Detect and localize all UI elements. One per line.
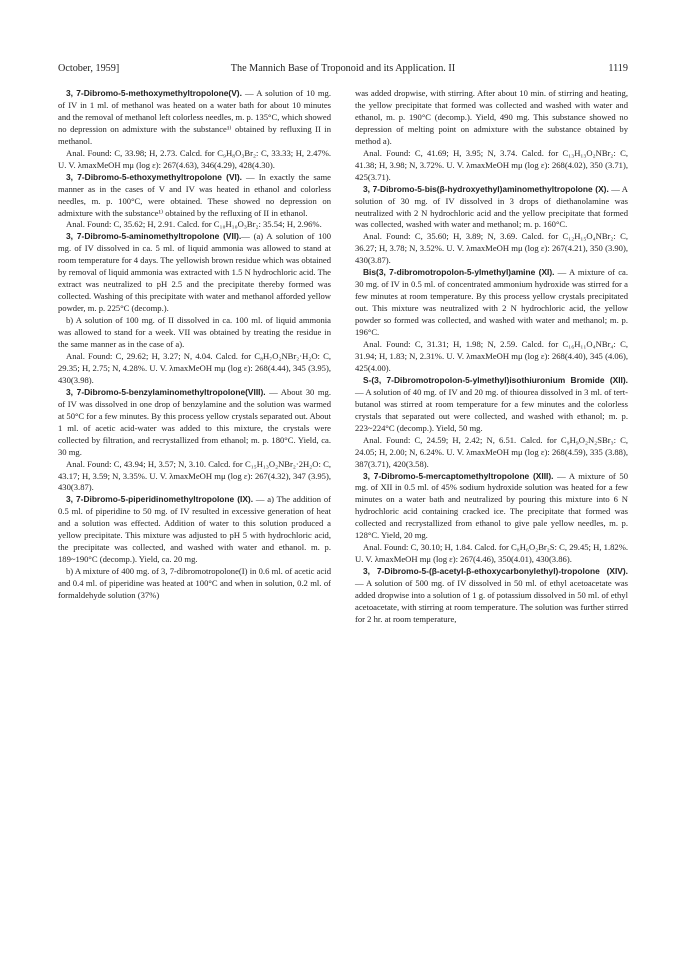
section-paragraph (355, 471, 628, 543)
paragraph-text: — A solution of 10 mg. of IV in 1 ml. of methanol was heated on a water bath for about 10 minutes and the removal of methanol left colorless needles, m. p. 135°C, which showed no depression on admixture with the substance¹⁾ obtained by refluxing II in methanol. (58, 88, 331, 146)
paragraph-text: Anal. Found: C, 33.98; H, 2.73. Calcd. for C₉H₈O₃Br₂: C, 33.33; H, 2.47%. U. V. λmaxMeOH mμ (log ε): 267(4.63), 346(4.29), 428(4.30). (58, 147, 331, 170)
paragraph-text: Anal. Found: C, 41.69; H, 3.95; N, 3.74. Calcd. for C₁₃H₁₃O₂NBr₂: C, 41.38; H, 3.98; N, 3.72%. U. V. λmaxMeOH mμ (log ε): 268(4.02), 350 (3.71), 425(3.71). (355, 147, 628, 182)
paragraph-text: Anal. Found: C, 35.60; H, 3.89; N, 3.69. Calcd. for C₁₂H₁₅O₄NBr₂: C, 36.27; H, 3.78; N, 3.52%. U. V. λmaxMeOH mμ (log ε): 267(4.21), 350 (3.90), 430(3.87). (355, 231, 628, 266)
left-column (58, 88, 331, 602)
section-paragraph (355, 267, 628, 339)
paragraph-text: Anal. Found: C, 31.31; H, 1.98; N, 2.59. Calcd. for C₁₆H₁₁O₄NBr₄: C, 31.94; H, 1.83; N, 2.31%. U. V. λmaxMeOH mμ (log ε): 268(4.40), 345 (4.06), 425(4.00). (355, 339, 628, 373)
paragraph-text: Anal. Found: C, 24.59; H, 2.42; N, 6.51. Calcd. for C₉H₉O₂N₂SBr₃: C, 24.05; H, 2.00; N, 6.24%. U. V. λmaxMeOH mμ (log ε): 268(4.59), 335 (3.88), 387(3.71), 420(3.58). (355, 434, 628, 469)
running-head-title: The Mannich Base of Troponoid and its Application. II (230, 63, 456, 74)
paragraph-text: — In exactly the same manner as in the cases of V and IV was heated in ethanol and colorless needles, m. p. 100°C, were obtained. These showed no depression on admixture with the substance¹⁾ obtained by the refluxing of II in ethanol. (58, 171, 331, 218)
compound-heading: 3, 7-Dibromo-5-ethoxymethyltropolone (VI). (66, 171, 242, 182)
paragraph-text: — About 30 mg. of IV was dissolved in one drop of benzylamine and the solution was warmed at 50°C for a few minutes. By this process yellow crystals separated out. About 1 ml. of acetic acid-water was added to this mixture, the crystals were collected by filtration, and recrystallized from ethanol; m. p. 180°C. Yield, ca. 30 mg. (58, 386, 331, 457)
paragraph-text: — A mixture of 50 mg. of XII in 0.5 ml. of 45% sodium hydroxide solution was heated for a few minutes on a water bath and neutralized by pouring this mixture into 6 N hydrochloric acid containing cracked ice. The precipitate that formed was collected and recrystallized from ethanol to give pale yellow needles, m. p. 128°C. Yield, 20 mg. (355, 470, 628, 541)
body-paragraph (355, 339, 628, 375)
body-paragraph (58, 351, 331, 387)
compound-heading: Bis(3, 7-dibromotropolon-5-ylmethyl)amine (XI). (363, 267, 555, 278)
paragraph-text: — (a) A solution of 100 mg. of IV dissolved in ca. 5 ml. of liquid ammonia was allowed to stand at room temperature for 4 days. The yellowish brown residue which was obtained by removal of liquid ammonia was extracted with 1.5 N hydrochloric acid. The extract was neutralized to pH 2.5 and the precipitate thereby formed was collected. Washing of this precipitate with water and methanol afforded yellow powder, m. p. 225°C (decomp.). (58, 231, 331, 314)
compound-heading: S-(3, 7-Dibromotropolon-5-ylmethyl)isothiuronium Bromide (XII). (363, 374, 628, 385)
paragraph-text: b) A solution of 100 mg. of II dissolved in ca. 100 ml. of liquid ammonia was allowed to stand for a week. VII was obtained by treating the residue in the same manner as in the case of a). (58, 315, 331, 350)
compound-heading: 3, 7-Dibromo-5-aminomethyltropolone (VII). (66, 231, 242, 242)
paragraph-text: b) A mixture of 400 mg. of 3, 7-dibromotropolone(I) in 0.6 ml. of acetic acid and 0.4 ml. of piperidine was heated at 100°C and when in solution, 0.2 ml. of formaldehyde solution (37%) (58, 566, 331, 601)
body-paragraph (355, 88, 628, 148)
section-paragraph (355, 184, 628, 232)
section-paragraph (355, 566, 628, 626)
page-number: 1119 (608, 63, 628, 74)
section-paragraph (58, 387, 331, 459)
paragraph-text: — A mixture of ca. 30 mg. of IV in 0.5 ml. of concentrated ammonium hydroxide was stirred for a few minutes at room temperature. By this process yellow crystals precipitated out. This mixture was neutralized with 2 N hydrochloric acid, the yellow powder so formed was collected, and washed with water and methanol; m. p. 196°C. (355, 267, 628, 338)
compound-heading: 3, 7-Dibromo-5-piperidinomethyltropolone (IX). (66, 494, 254, 505)
running-head-date: October, 1959] (58, 63, 120, 74)
body-paragraph (58, 566, 331, 602)
body-paragraph (58, 315, 331, 351)
right-column (355, 88, 628, 626)
paragraph-text: — a) The addition of 0.5 ml. of piperidine to 50 mg. of IV resulted in excessive generation of heat and a solution was effected. Addition of water to this solution produced a yellow precipitate. This mixture was adjusted to pH 5 with hydrochloric acid, the precipitate was collected, and washed with water and ethanol. m. p. 189~190°C (decomp.). Yield, ca. 20 mg. (58, 494, 331, 565)
compound-heading: 3, 7-Dibromo-5-(β-acetyl-β-ethoxycarbonylethyl)-tropolone (XIV). (363, 566, 628, 577)
compound-heading: 3, 7-Dibromo-5-benzylaminomethyltropolone(VIII). (66, 386, 266, 397)
running-head (58, 62, 628, 76)
body-paragraph (355, 542, 628, 566)
section-paragraph (58, 494, 331, 566)
body-paragraph (355, 231, 628, 267)
compound-heading: 3, 7-Dibromo-5-methoxymethyltropolone(V). (66, 88, 242, 98)
compound-heading: 3, 7-Dibromo-5-mercaptomethyltropolone (XIII). (363, 470, 554, 481)
section-paragraph (58, 88, 331, 148)
paragraph-text: was added dropwise, with stirring. After about 10 min. of stirring and heating, the yellow precipitate that formed was collected and washed with water and ethanol, m. p. 190°C (decomp.). Yield, 490 mg. This substance showed no depression of melting point on admixture with the substance obtained by method a). (355, 88, 628, 146)
paragraph-text: Anal. Found: C, 35.62; H, 2.91. Calcd. for C₁₀H₁₀O₃Br₂: 35.54; H, 2.96%. (66, 219, 322, 230)
body-paragraph (58, 148, 331, 172)
paragraph-text: — A solution of 500 mg. of IV dissolved in 50 ml. of ethyl acetoacetate was added dropwise into a solution of 1 g. of potassium dissolved in 50 ml. of ethyl acetoacetate, with stirring at room temperature. The solution was further stirred for 2 hr. at room temperature, (355, 578, 628, 624)
body-paragraph (355, 435, 628, 471)
paragraph-text: Anal. Found: C, 29.62; H, 3.27; N, 4.04. Calcd. for C₈H₇O₂NBr₂·H₂O: C, 29.35; H, 2.75; N, 4.28%. U. V. λmaxMeOH mμ (log ε): 268(4.44), 345 (3.95), 430(3.98). (58, 350, 331, 385)
paragraph-text: Anal. Found: C, 30.10; H, 1.84. Calcd. for C₈H₆O₂Br₂S: C, 29.45; H, 1.82%. U. V. λmaxMeOH mμ (log ε): 267(4.46), 350(4.01), 430(3.86). (355, 542, 628, 565)
body-paragraph (58, 459, 331, 495)
paragraph-text: Anal. Found: C, 43.94; H, 3.57; N, 3.10. Calcd. for C₁₅H₁₃O₂NBr₂·2H₂O: C, 43.17; H, 3.59; N, 3.35%. U. V. λmaxMeOH mμ (log ε): 267(4.32), 347 (3.95), 430(3.87). (58, 458, 331, 493)
section-paragraph (58, 231, 331, 315)
section-paragraph (355, 375, 628, 435)
paragraph-text: — A solution of 30 mg. of IV dissolved in 3 drops of diethanolamine was neutralized with 2 N hydrochloric acid and the yellow precipitate that formed was collected, washed with water and methanol; m. p. 160°C. (355, 183, 628, 230)
section-paragraph (58, 172, 331, 220)
compound-heading: 3, 7-Dibromo-5-bis(β-hydroxyethyl)aminomethyltropolone (X). (363, 183, 609, 194)
paragraph-text: — A solution of 40 mg. of IV and 20 mg. of thiourea dissolved in 3 ml. of tert-butanol was stirred at room temperature for a few minutes and the colorless crystals that separated out were collected, and washed with ethanol; m. p. 223~224°C (decomp.). Yield, 50 mg. (355, 386, 628, 433)
body-paragraph (355, 148, 628, 184)
body-paragraph (58, 219, 331, 231)
